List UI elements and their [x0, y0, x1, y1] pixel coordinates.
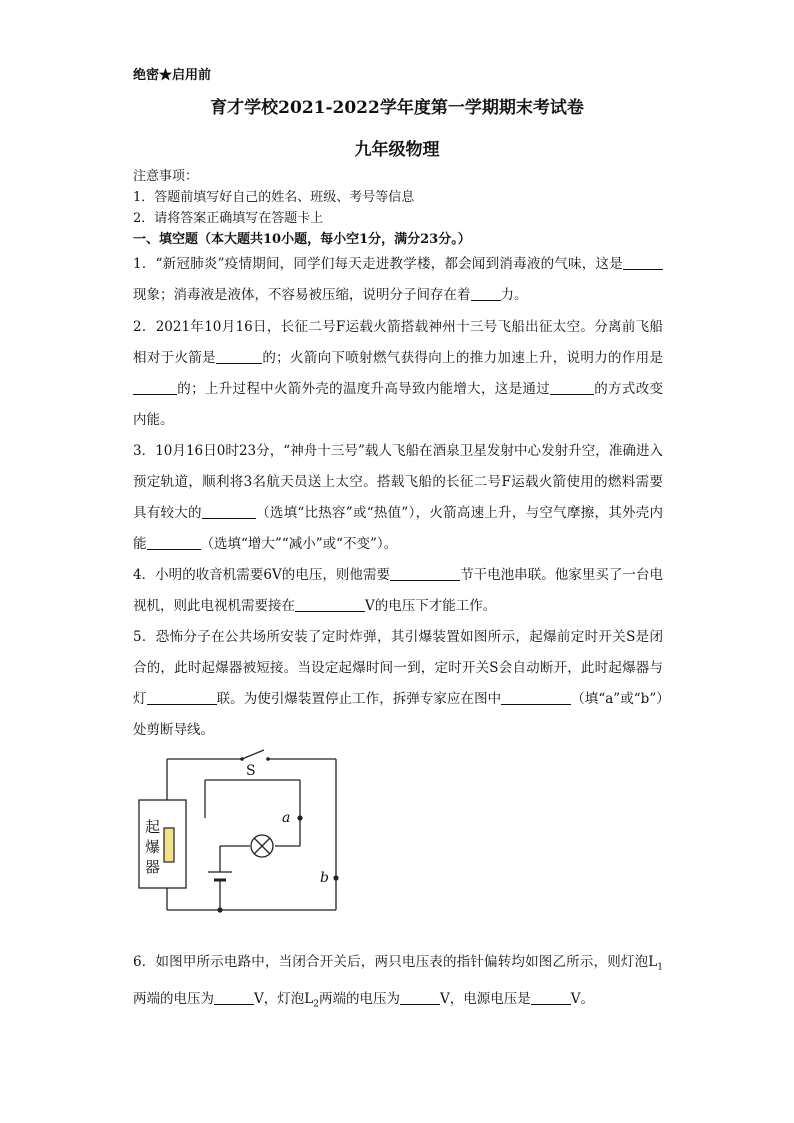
question-1-text-c: 力。: [500, 287, 528, 303]
question-4-text-b: 节干电池串联。他家里买了一台电视机，则此电视机需要接在: [133, 567, 663, 614]
question-6-text-f: V。: [570, 990, 594, 1007]
detonator-char-1: 起: [145, 818, 161, 836]
question-6-text-c: V，灯泡L: [254, 990, 314, 1007]
answer-blank: [147, 690, 217, 705]
question-5-text-b: 联。为使引爆装置停止工作，拆弹专家应在图中: [216, 691, 502, 707]
question-3-text-b: （选填“比热容”或“热值”），火箭高速上升，与空气摩擦，其外壳内能: [133, 505, 664, 552]
question-3-text-c: （选填“增大”“减小”或“不变”）。: [200, 536, 398, 552]
detonator-circuit-diagram: [130, 748, 350, 918]
switch-label: S: [246, 763, 256, 779]
switch-contact-right: [266, 757, 270, 761]
answer-blank: [147, 535, 201, 550]
question-5-text-a: 5．恐怖分子在公共场所安装了定时炸弹，其引爆装置如图所示，起爆前定时开关S是闭合的，此时起爆器被短接。当设定起爆时间一到，定时开关S会自动断开，此时起爆器与灯: [133, 629, 663, 707]
question-2-text-d: 的方式改变内能。: [133, 381, 663, 428]
switch-contact-left: [240, 757, 244, 761]
question-1-text-b: 现象；消毒液是液体，不容易被压缩，说明分子间存在着: [133, 287, 471, 303]
junction-bottom-dot: [217, 907, 222, 912]
answer-blank: [133, 380, 177, 395]
answer-blank: [400, 990, 440, 1005]
section-heading: 一、填空题（本大题共10小题，每小空1分，满分23分。）: [133, 232, 471, 247]
question-6-text-d: 两端的电压为: [318, 990, 400, 1007]
notes-heading: 注意事项：: [133, 169, 199, 184]
question-6-text-e: V，电源电压是: [439, 990, 531, 1007]
subscript-2: 2: [313, 999, 319, 1010]
answer-blank: [214, 990, 254, 1005]
answer-blank: [550, 380, 594, 395]
question-4-text-c: V的电压下才能工作。: [365, 598, 497, 614]
question-2-text-c: 的；上升过程中火箭外壳的温度升高导致内能增大，这是通过: [177, 381, 550, 397]
question-6-text-b: 两端的电压为: [133, 990, 214, 1007]
point-b-label: b: [320, 870, 329, 886]
answer-blank: [501, 690, 571, 705]
question-1: [133, 249, 663, 311]
question-6-text-a: 6．如图甲所示电路中，当闭合开关后，两只电压表的指针偏转均如图乙所示，则灯泡L: [133, 954, 658, 970]
switch-lever: [242, 750, 264, 759]
confidential-mark: 绝密★启用前: [133, 68, 212, 83]
question-5: [133, 622, 663, 746]
question-4: [133, 560, 663, 622]
answer-blank: [295, 597, 365, 612]
junction-b-dot: [333, 875, 338, 880]
exam-title: 育才学校2021-2022学年度第一学期期末考试卷: [210, 98, 584, 118]
question-5-text-c: （填“a”或“b”）处剪断导线。: [133, 691, 664, 738]
question-4-text-a: 4．小明的收音机需要6V的电压，则他需要: [133, 567, 391, 583]
question-2: [133, 312, 663, 436]
answer-blank: [471, 286, 501, 301]
answer-blank: [202, 504, 256, 519]
detonator-char-2: 爆: [145, 838, 161, 856]
notes-item-2: 2．请将答案正确填写在答题卡上: [133, 211, 324, 226]
question-1-text-a: 1．“新冠肺炎”疫情期间，同学们每天走进教学楼，都会闻到消毒液的气味，这是: [133, 256, 623, 272]
answer-blank: [531, 990, 571, 1005]
exam-subtitle: 九年级物理: [354, 140, 440, 160]
question-6: [133, 947, 663, 1020]
subscript-1: 1: [657, 962, 663, 973]
answer-blank: [216, 349, 262, 364]
point-a-label: a: [282, 810, 291, 826]
answer-blank: [623, 255, 663, 270]
question-3: [133, 436, 663, 560]
detonator-element: [164, 828, 174, 862]
detonator-char-3: 器: [145, 858, 161, 876]
question-3-text-a: 3．10月16日0时23分，“神舟十三号”载人飞船在酒泉卫星发射中心发射升空，准确进入预定轨道，顺利将3名航天员送上太空。搭载飞船的长征二号F运载火箭使用的燃料需要具有较大的: [133, 443, 663, 521]
notes-item-1: 1．答题前填写好自己的姓名、班级、考号等信息: [133, 190, 415, 205]
answer-blank: [390, 566, 460, 581]
question-2-text-b: 的；火箭向下喷射燃气获得向上的推力加速上升，说明力的作用是: [261, 350, 664, 366]
junction-a-dot: [297, 815, 302, 820]
question-2-text-a: 2．2021年10月16日，长征二号F运载火箭搭载神州十三号飞船出征太空。分离前飞船相对于火箭是: [133, 319, 663, 366]
